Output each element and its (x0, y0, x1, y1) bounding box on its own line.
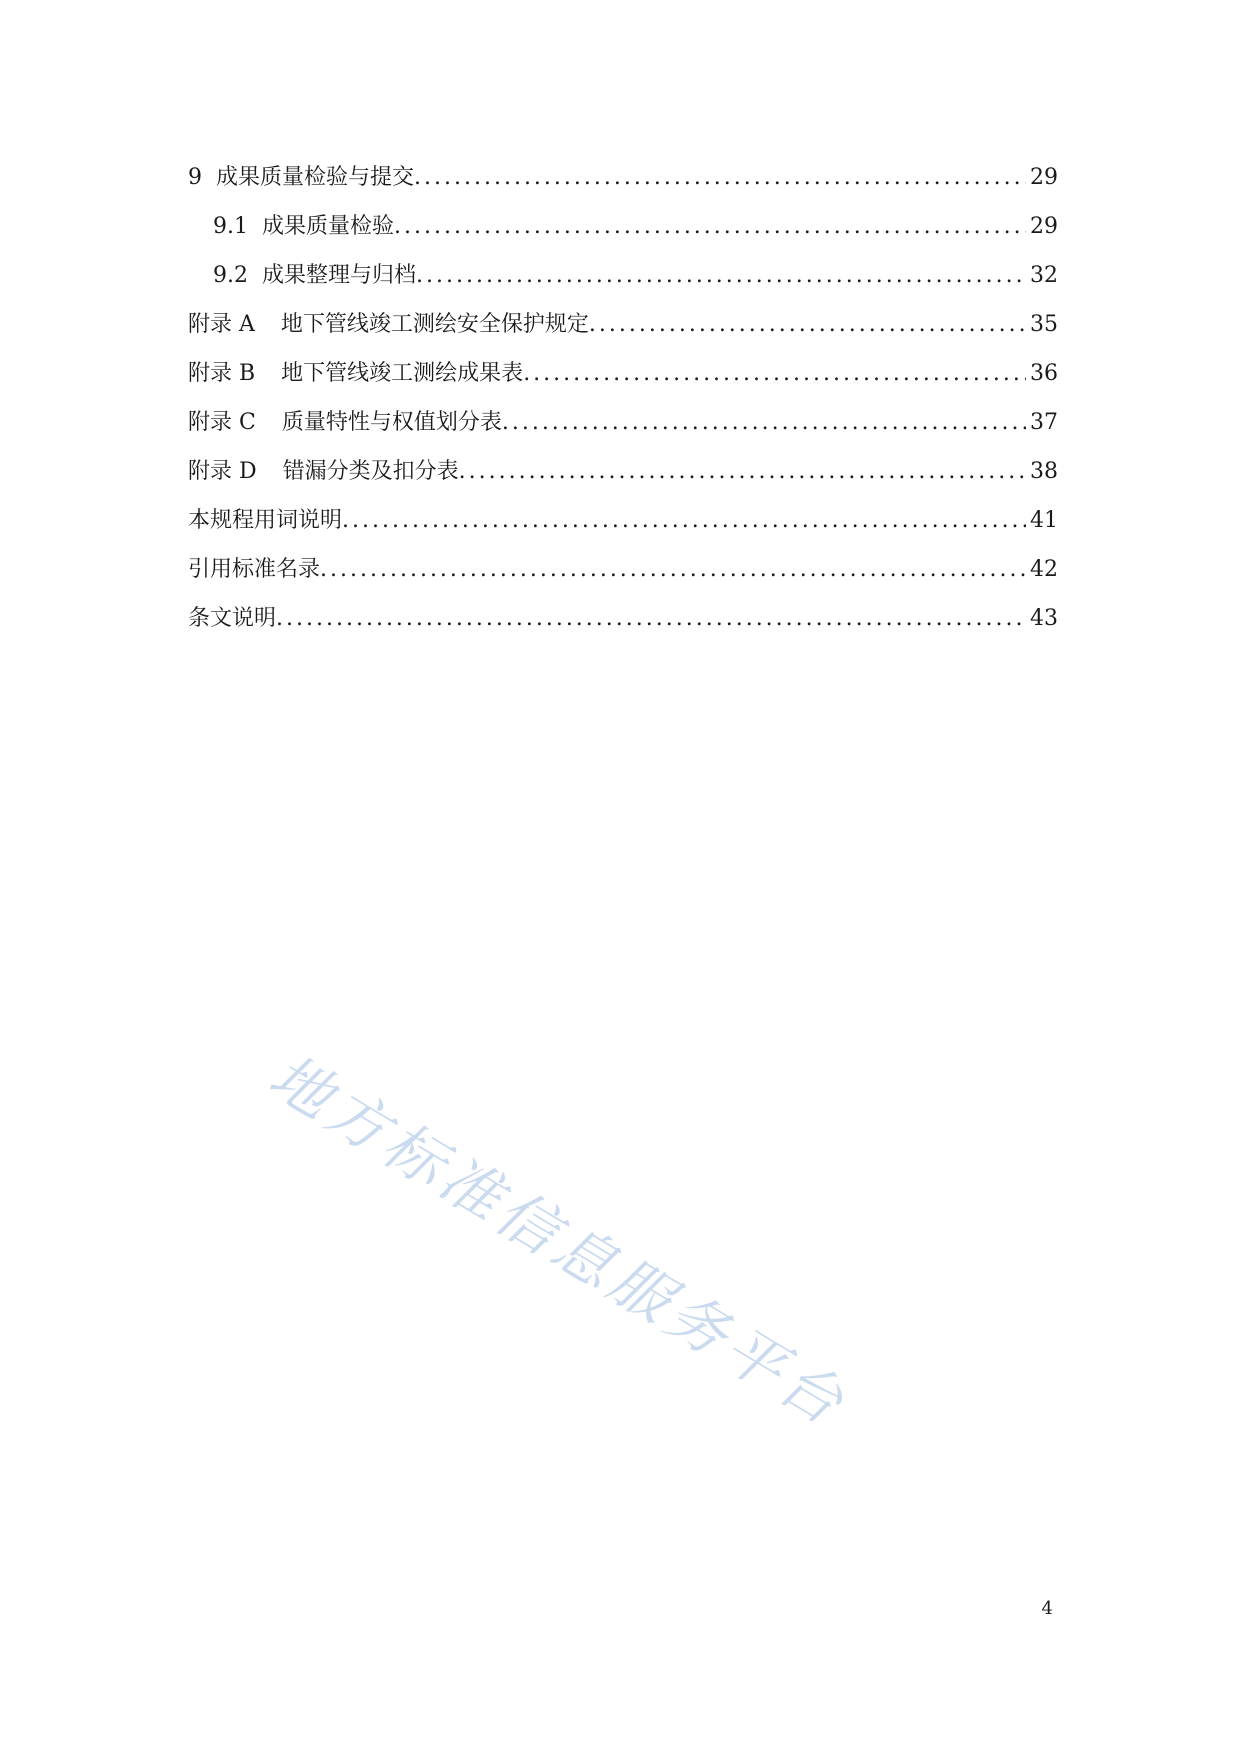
toc-entry-number: 9.2 (213, 263, 248, 288)
toc-entry-appendix-a[interactable] (188, 300, 1058, 349)
toc-dot-leader (320, 545, 1026, 594)
toc-entry-title: 本规程用词说明 (188, 508, 343, 533)
toc-entry-title: 错漏分类及扣分表 (282, 459, 459, 484)
toc-entry-9-2[interactable] (188, 251, 1058, 300)
toc-entry-page: 35 (1030, 312, 1058, 337)
toc-entry-page: 36 (1030, 361, 1058, 386)
toc-dot-leader (459, 447, 1026, 496)
toc-entry-title: 质量特性与权值划分表 (281, 410, 502, 435)
toc-entry-number: 附录 A (188, 312, 255, 337)
toc-entry-page: 37 (1030, 410, 1058, 435)
watermark: 地方标准信息服务平台 (257, 1041, 860, 1442)
toc-entry-page: 42 (1030, 557, 1058, 582)
toc-entry-page: 38 (1030, 459, 1058, 484)
toc-entry-page: 41 (1030, 508, 1058, 533)
toc-entry-number: 附录 D (188, 459, 257, 484)
toc-entry-appendix-b[interactable] (188, 349, 1058, 398)
toc-dot-leader (589, 300, 1026, 349)
toc-dot-leader (276, 594, 1026, 643)
toc-entry-page: 29 (1030, 165, 1058, 190)
toc-entry-terms-explanation[interactable] (188, 496, 1058, 545)
toc-entry-number: 附录 B (188, 361, 256, 386)
toc-dot-leader (342, 496, 1026, 545)
toc-dot-leader (502, 398, 1026, 447)
toc-entry-title: 引用标准名录 (188, 557, 321, 582)
toc-entry-cited-standards[interactable] (188, 545, 1058, 594)
toc-entry-number: 附录 C (188, 410, 256, 435)
toc-dot-leader (394, 202, 1026, 251)
toc-entry-appendix-c[interactable] (188, 398, 1058, 447)
toc-entry-appendix-d[interactable] (188, 447, 1058, 496)
toc-dot-leader (414, 153, 1026, 202)
toc-entry-page: 43 (1030, 606, 1058, 631)
toc-entry-number: 9 (188, 165, 202, 190)
toc-entry-9[interactable] (188, 153, 1058, 202)
toc-entry-page: 32 (1030, 263, 1058, 288)
toc-entry-page: 29 (1030, 214, 1058, 239)
toc-entry-title: 成果整理与归档 (262, 263, 417, 288)
toc-entry-title: 成果质量检验与提交 (216, 165, 415, 190)
page-number: 4 (1041, 1598, 1053, 1619)
toc-entry-clause-explanation[interactable] (188, 594, 1058, 643)
toc-dot-leader (523, 349, 1026, 398)
toc-entry-title: 条文说明 (188, 606, 277, 631)
toc-entry-9-1[interactable] (188, 202, 1058, 251)
table-of-contents (188, 153, 1058, 643)
toc-entry-title: 成果质量检验 (262, 214, 395, 239)
toc-dot-leader (416, 251, 1026, 300)
toc-entry-title: 地下管线竣工测绘成果表 (281, 361, 524, 386)
toc-entry-number: 9.1 (213, 214, 248, 239)
toc-entry-title: 地下管线竣工测绘安全保护规定 (280, 312, 589, 337)
